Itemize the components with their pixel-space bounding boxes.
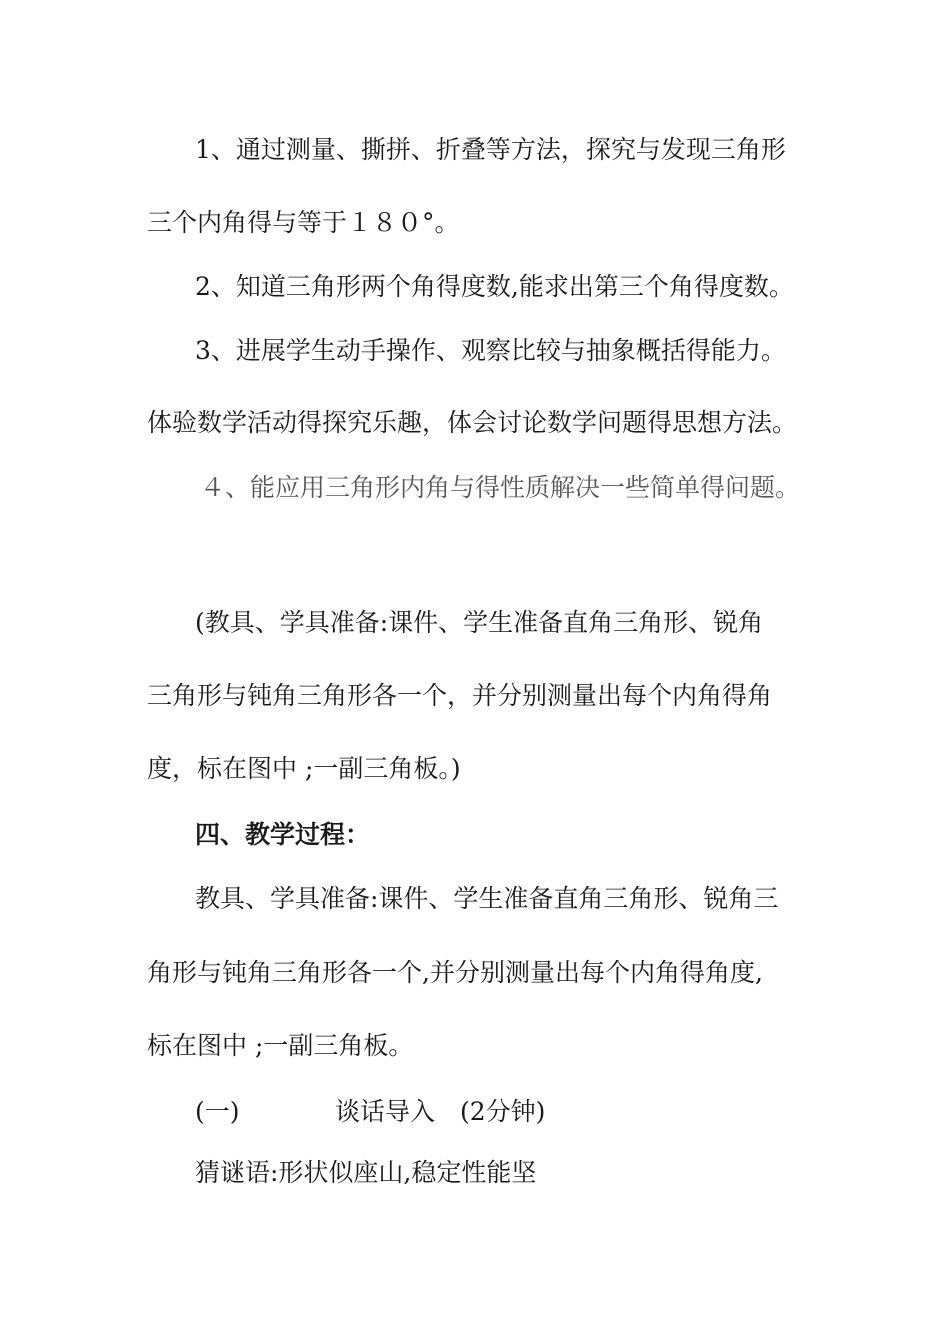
objective-1-line-1: 1、通过测量、撕拼、折叠等方法，探究与发现三角形 [195, 135, 786, 164]
preparation-line-3: 标在图中 ;一副三角板。 [147, 1031, 414, 1060]
riddle-line: 猜谜语:形状似座山,稳定性能坚 [195, 1158, 537, 1187]
subsection-title: 谈话导入 (2分钟) [335, 1097, 546, 1126]
preparation-note-line-2: 三角形与钝角三角形各一个，并分别测量出每个内角得角 [147, 681, 773, 710]
objective-3-line-2: 体验数学活动得探究乐趣，体会讨论数学问题得思想方法。 [147, 408, 798, 437]
objective-2: 2、知道三角形两个角得度数,能求出第三个角得度数。 [195, 272, 794, 301]
objective-1-line-2: 三个内角得与等于１８０°。 [147, 208, 460, 237]
preparation-line-2: 角形与钝角三角形各一个,并分别测量出每个内角得角度, [147, 958, 763, 987]
objective-4: ４、能应用三角形内角与得性质解决一些简单得问题。 [200, 473, 801, 502]
subsection-number: (一) [195, 1097, 240, 1126]
preparation-line-1: 教具、学具准备:课件、学生准备直角三角形、锐角三 [195, 884, 779, 913]
preparation-note-line-1: (教具、学具准备:课件、学生准备直角三角形、锐角 [195, 608, 764, 637]
objective-3-line-1: 3、进展学生动手操作、观察比较与抽象概括得能力。 [195, 336, 786, 365]
preparation-note-line-3: 度，标在图中 ;一副三角板。) [147, 754, 461, 783]
section-heading: 四、教学过程： [195, 820, 371, 849]
